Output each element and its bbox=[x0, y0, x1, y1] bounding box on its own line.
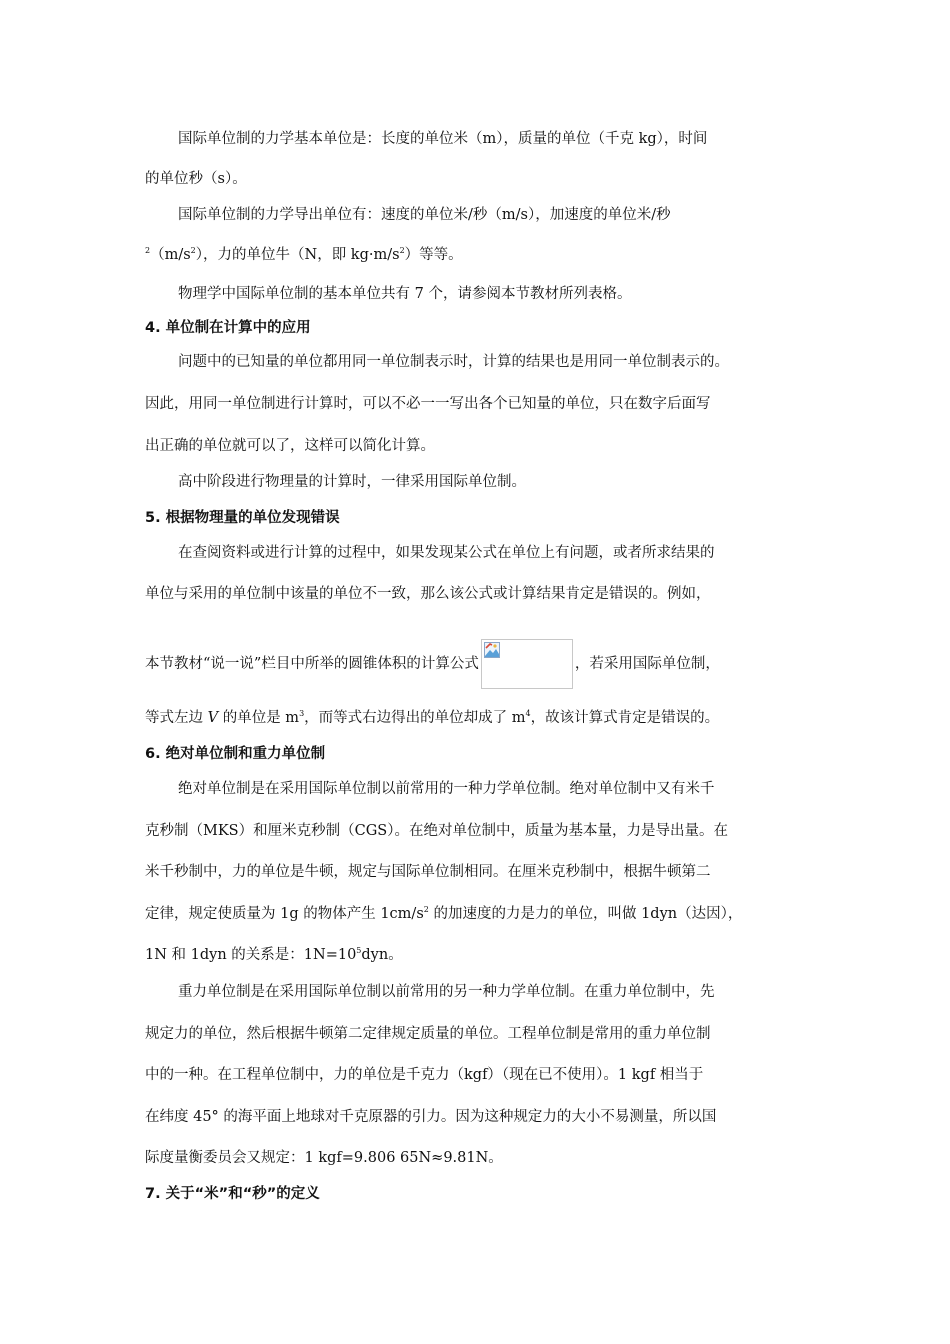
cone-volume-formula-image bbox=[481, 639, 573, 689]
paragraph-seven-base-units: 物理学中国际单位制的基本单位共有 7 个，请参阅本节教材所列表格。 bbox=[178, 286, 632, 302]
section-heading-7: 7. 关于“米”和“秒”的定义 bbox=[145, 1186, 320, 1202]
paragraph-absolute-units-line5: 1N 和 1dyn 的关系是：$1N=10^5dyn$。 bbox=[145, 946, 403, 963]
paragraph-gravity-units-line5: 际度量衡委员会又规定：1 kgf=9.806 65N≈9.81N。 bbox=[145, 1150, 503, 1166]
paragraph-absolute-units-line4: 定律，规定使质量为 1g 的物体产生 $1cm/s^2$ 的加速度的力是力的单位，叫做 1dyn（达因）， bbox=[145, 905, 743, 922]
section-heading-6: 6. 绝对单位制和重力单位制 bbox=[145, 746, 326, 762]
section-heading-4: 4. 单位制在计算中的应用 bbox=[145, 320, 311, 336]
paragraph-absolute-units-line1: 绝对单位制是在采用国际单位制以前常用的一种力学单位制。绝对单位制中又有米千 bbox=[178, 781, 715, 797]
paragraph-absolute-units-line3: 米千秒制中，力的单位是牛顿，规定与国际单位制相同。在厘米克秒制中，根据牛顿第二 bbox=[145, 864, 711, 880]
paragraph-calc-units-line2: 因此，用同一单位制进行计算时，可以不必一一写出各个已知量的单位，只在数字后面写 bbox=[145, 396, 711, 412]
paragraph-base-units-line2: 的单位秒（s）。 bbox=[145, 171, 247, 187]
superscript: 2 bbox=[399, 246, 405, 255]
paragraph-find-errors-line4: 等式左边 V 的单位是 $m^3$，而等式右边得出的单位却成了 $m^4$，故该计算式肯定是错误的。 bbox=[145, 709, 720, 726]
paragraph-derived-units-line1: 国际单位制的力学导出单位有：速度的单位米/秒（m/s），加速度的单位米/秒 bbox=[178, 207, 671, 223]
paragraph-find-errors-line2: 单位与采用的单位制中该量的单位不一致，那么该公式或计算结果肯定是错误的。例如， bbox=[145, 586, 711, 602]
paragraph-base-units-line1: 国际单位制的力学基本单位是：长度的单位米（m），质量的单位（千克 kg），时间 bbox=[178, 131, 708, 147]
paragraph-gravity-units-line2: 规定力的单位，然后根据牛顿第二定律规定质量的单位。工程单位制是常用的重力单位制 bbox=[145, 1026, 711, 1042]
broken-image-icon bbox=[484, 642, 500, 658]
paragraph-gravity-units-line4: 在纬度 45° 的海平面上地球对千克原器的引力。因为这种规定力的大小不易测量，所以国 bbox=[145, 1109, 717, 1125]
paragraph-gravity-units-line1: 重力单位制是在采用国际单位制以前常用的另一种力学单位制。在重力单位制中，先 bbox=[178, 984, 715, 1000]
paragraph-find-errors-line3: 本节教材“说一说”栏目中所举的圆锥体积的计算公式 ，若采用国际单位制， bbox=[145, 639, 815, 689]
paragraph-find-errors-line1: 在查阅资料或进行计算的过程中，如果发现某公式在单位上有问题，或者所求结果的 bbox=[178, 545, 715, 561]
paragraph-derived-units-line2: $^2(m/s^2)$，力的单位牛（N，即 $kg\cdot m/s^2$）等等。 bbox=[145, 246, 463, 263]
paragraph-calc-units-line1: 问题中的已知量的单位都用同一单位制表示时，计算的结果也是用同一单位制表示的。 bbox=[178, 354, 729, 370]
paragraph-high-school-si: 高中阶段进行物理量的计算时，一律采用国际单位制。 bbox=[178, 474, 526, 490]
section-heading-5: 5. 根据物理量的单位发现错误 bbox=[145, 510, 340, 526]
superscript: 2 bbox=[190, 246, 196, 255]
paragraph-gravity-units-line3: 中的一种。在工程单位制中，力的单位是千克力（kgf）（现在已不使用）。1 kgf 相当于 bbox=[145, 1067, 704, 1083]
superscript: 2 bbox=[145, 246, 151, 255]
paragraph-absolute-units-line2: 克秒制（MKS）和厘米克秒制（CGS）。在绝对单位制中，质量为基本量，力是导出量。在 bbox=[145, 823, 728, 839]
paragraph-calc-units-line3: 出正确的单位就可以了，这样可以简化计算。 bbox=[145, 438, 435, 454]
